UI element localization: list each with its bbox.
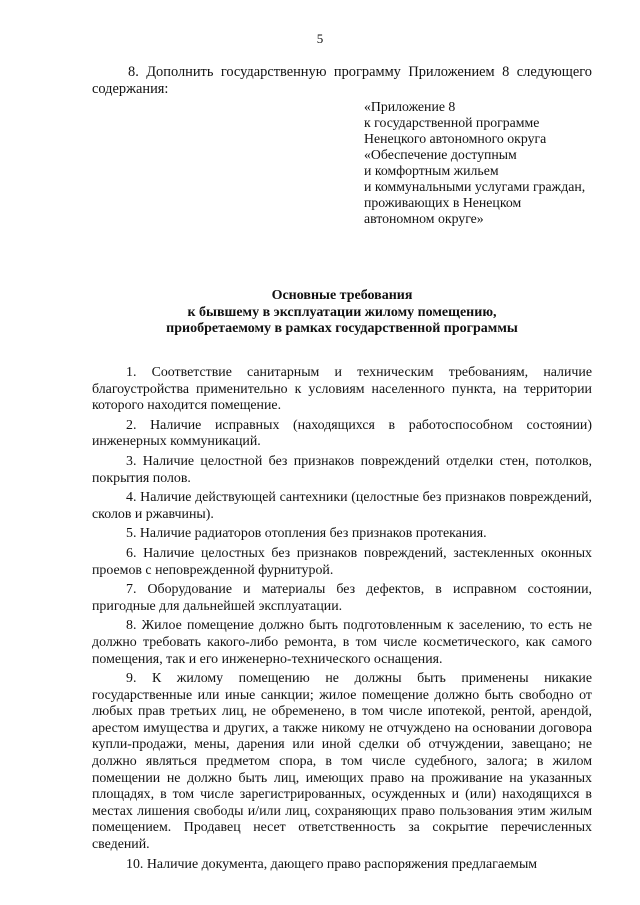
appendix-ref-line: проживающих в Ненецком xyxy=(364,195,522,210)
appendix-ref-line: «Приложение 8 xyxy=(364,99,456,114)
section-heading xyxy=(92,288,592,338)
requirement-item: 10. Наличие документа, дающего право распоряжения предлагаемым xyxy=(126,856,538,872)
heading-line: к бывшему в эксплуатации жилому помещению, xyxy=(187,304,497,320)
intro-text: 8. Дополнить государственную программу Приложением 8 следующего содержания: xyxy=(92,64,592,97)
appendix-ref-line: к государственной программе xyxy=(364,115,540,130)
requirement-item: 5. Наличие радиаторов отопления без признаков протекания. xyxy=(126,526,487,542)
appendix-ref-line: «Обеспечение доступным xyxy=(364,147,517,162)
requirement-item: 3. Наличие целостной без признаков повреждений отделки стен, потолков, покрытия полов. xyxy=(92,453,592,486)
page-number: 5 xyxy=(316,31,324,46)
appendix-ref-line: Ненецкого автономного округа xyxy=(364,131,547,146)
heading-line: приобретаемому в рамках государственной программы xyxy=(166,321,518,336)
requirement-item: 8. Жилое помещение должно быть подготовленным к заселению, то есть не должно требовать какого-либо ремонта, в том числе косметического, как самого помещения, так и его инженерно-технического оснащения. xyxy=(92,618,592,667)
requirements-list xyxy=(92,365,592,876)
appendix-ref-line: и комфортным жильем xyxy=(364,163,499,178)
appendix-ref-line: автономном округе» xyxy=(364,211,484,226)
requirement-item: 7. Оборудование и материалы без дефектов, в исправном состоянии, пригодные для дальнейшей эксплуатации. xyxy=(92,582,592,614)
requirement-item: 2. Наличие исправных (находящихся в работоспособном состоянии) инженерных коммуникаций. xyxy=(92,417,592,450)
requirement-item: 4. Наличие действующей сантехники (целостные без признаков повреждений, сколов и ржавчины). xyxy=(92,490,592,522)
appendix-ref-line: и коммунальными услугами граждан, xyxy=(364,179,586,194)
requirement-item: 1. Соответствие санитарным и техническим требованиям, наличие благоустройства применительно к условиям населенного пункта, на территории которого находится помещение. xyxy=(92,365,592,414)
heading-line: Основные требования xyxy=(271,288,413,303)
requirement-item: 6. Наличие целостных без признаков повреждений, застекленных оконных проемов с неповрежденной фурнитурой. xyxy=(92,545,592,578)
intro-paragraph xyxy=(92,64,592,98)
requirement-item: 9. К жилому помещению не должны быть применены никакие государственные или иные санкции; жилое помещение должно быть свободно от любых прав третьих лиц, не обременено, в том числе ипотекой, рентой, арендой, арестом имущества и других, а также никому не отчуждено на основании договора купли-продажи, мены, дарения или иной сделки об отчуждении, завещано; не должно являться предметом спора, в том числе судебного, залога; в жилом помещении не должно быть лиц, имеющих право на проживание на указанных площадях, в том числе зарегистрированных, осужденных и (или) находящихся в местах лишения свободы и/или лиц, сохраняющих право пользования этим жилым помещением. Продавец несет ответственность за сокрытие перечисленных сведений. xyxy=(92,671,592,853)
appendix-reference-block xyxy=(364,99,604,227)
